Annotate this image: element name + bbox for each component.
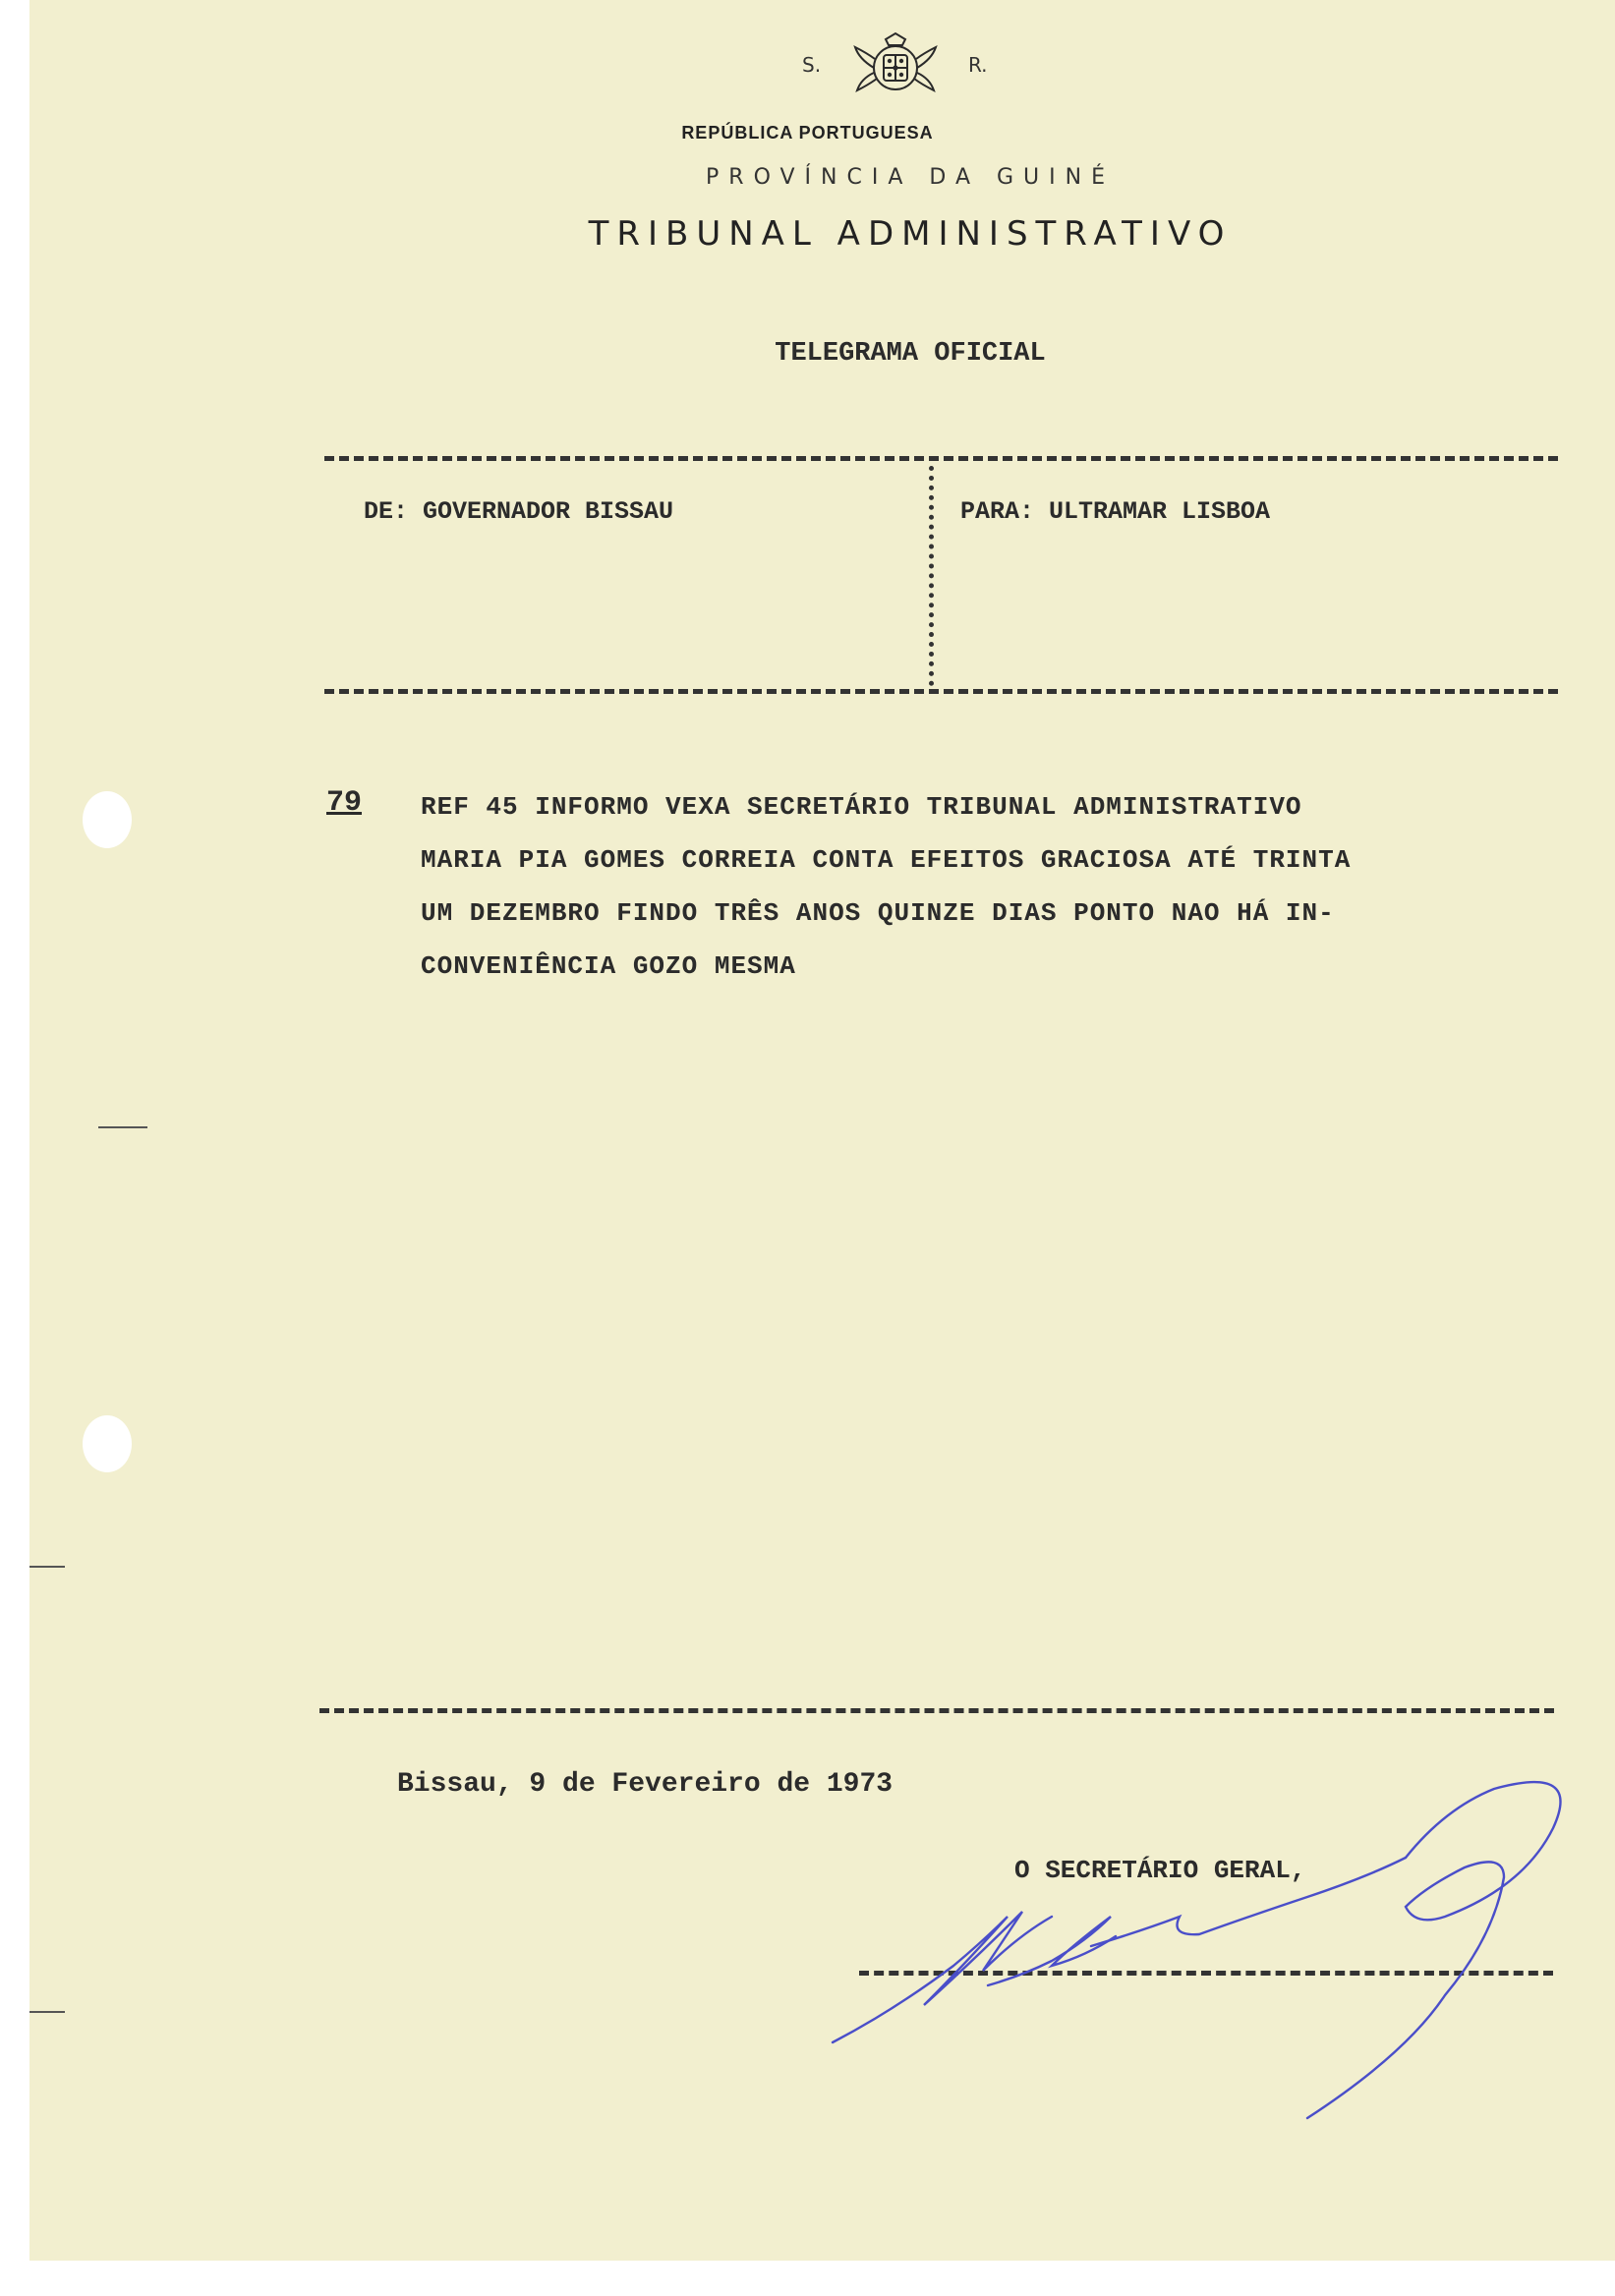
coat-of-arms-icon — [851, 29, 940, 106]
handwritten-signature-icon — [816, 1769, 1602, 2143]
signatory-title: O SECRETÁRIO GERAL, — [1014, 1856, 1306, 1885]
document-title: TELEGRAMA OFICIAL — [775, 339, 1046, 369]
message-line-4: CONVENIÊNCIA GOZO MESMA — [421, 951, 796, 981]
route-bottom-rule — [324, 689, 1558, 694]
letterhead-province: PROVÍNCIA DA GUINÉ — [706, 165, 1115, 190]
margin-mark — [98, 1126, 147, 1128]
letterhead-r: R. — [968, 53, 988, 77]
place-date: Bissau, 9 de Fevereiro de 1973 — [397, 1769, 894, 1800]
message-line-3: UM DEZEMBRO FINDO TRÊS ANOS QUINZE DIAS PONTO NAO HÁ IN- — [421, 898, 1335, 928]
top-rule — [324, 456, 1558, 461]
recipient-field: PARA: ULTRAMAR LISBOA — [960, 497, 1271, 526]
letterhead-tribunal: TRIBUNAL ADMINISTRATIVO — [588, 214, 1233, 254]
message-number: 79 — [326, 786, 363, 820]
message-line-1: REF 45 INFORMO VEXA SECRETÁRIO TRIBUNAL ADMINISTRATIVO — [421, 792, 1302, 822]
punch-hole-bottom — [83, 1415, 132, 1472]
footer-rule — [319, 1708, 1554, 1713]
margin-mark — [29, 2011, 65, 2013]
sender-field: DE: GOVERNADOR BISSAU — [364, 497, 674, 526]
letterhead-republic: REPÚBLICA PORTUGUESA — [681, 123, 934, 143]
letterhead-s: S. — [802, 53, 822, 77]
punch-hole-top — [83, 791, 132, 848]
message-line-2: MARIA PIA GOMES CORREIA CONTA EFEITOS GRACIOSA ATÉ TRINTA — [421, 845, 1352, 875]
margin-mark — [29, 1566, 65, 1568]
route-divider — [929, 466, 934, 686]
